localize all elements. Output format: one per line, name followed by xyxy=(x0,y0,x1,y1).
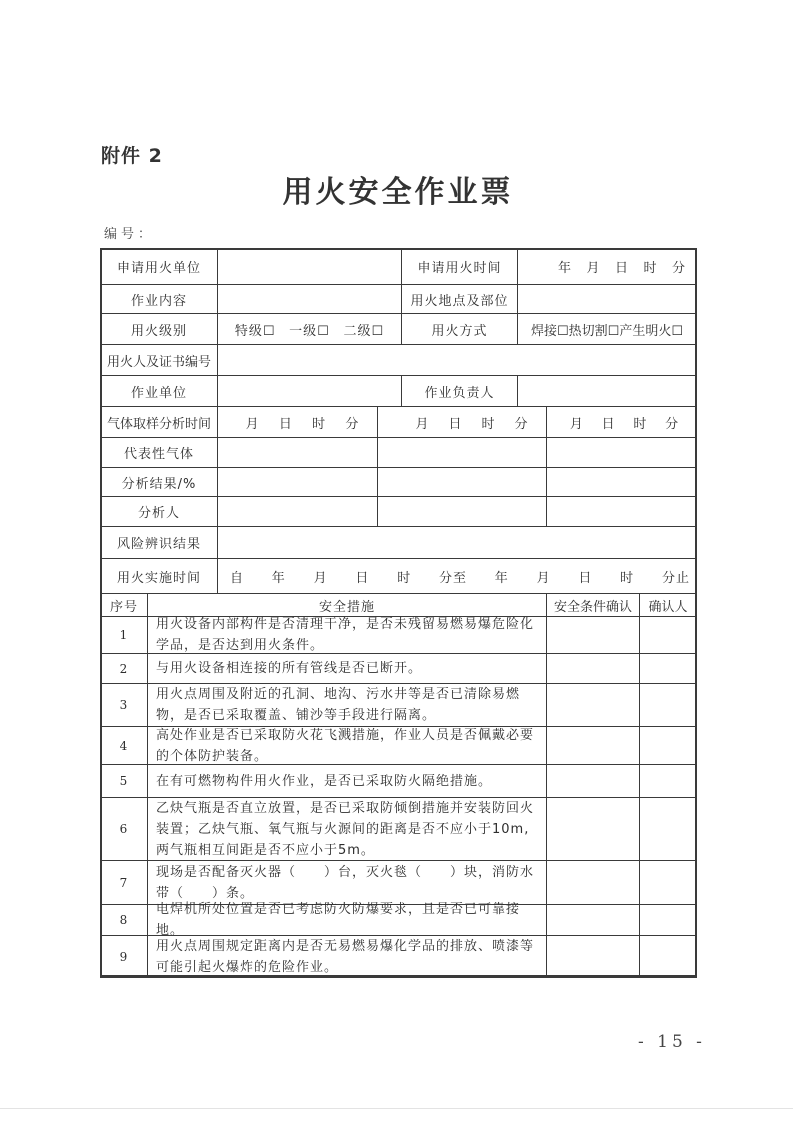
measure-confirmer-field[interactable] xyxy=(639,653,697,684)
confirmer-header: 确认人 xyxy=(639,593,697,617)
page-bottom-edge xyxy=(0,1108,793,1109)
measure-confirmer-field[interactable] xyxy=(639,797,697,861)
fire-level-options xyxy=(217,313,402,345)
unit-minute-to: 分至 xyxy=(438,570,467,586)
work-unit-label: 作业单位 xyxy=(100,375,218,407)
unit-hour: 时 xyxy=(481,416,496,432)
measure-seq: 2 xyxy=(100,653,148,684)
unit-year: 年 xyxy=(494,570,509,586)
measure-confirmer-field[interactable] xyxy=(639,764,697,798)
seq-header: 序号 xyxy=(100,593,148,617)
location-label: 用火地点及部位 xyxy=(401,284,518,314)
fire-level-label: 用火级别 xyxy=(100,313,218,345)
fire-method-options xyxy=(517,313,697,345)
method-welding-checkbox[interactable]: 焊接☐ xyxy=(531,323,569,339)
attachment-label: 附件 2 xyxy=(101,145,163,167)
unit-month: 月 xyxy=(536,570,551,586)
level-special-checkbox[interactable]: 特级☐ xyxy=(234,323,276,339)
confirm-header: 安全条件确认 xyxy=(546,593,640,617)
measure-confirm-field[interactable] xyxy=(546,726,640,765)
measure-seq: 1 xyxy=(100,616,148,654)
rep-gas-field-1[interactable] xyxy=(217,437,378,468)
unit-month: 月 xyxy=(245,416,260,432)
rep-gas-field-2[interactable] xyxy=(377,437,547,468)
analyst-field-3[interactable] xyxy=(546,496,697,527)
person-cert-label: 用火人及证书编号 xyxy=(100,344,218,376)
measure-confirmer-field[interactable] xyxy=(639,904,697,936)
measure-text: 在有可燃物构件用火作业，是否已采取防火隔绝措施。 xyxy=(147,764,547,798)
measure-seq: 4 xyxy=(100,726,148,765)
unit-minute: 分 xyxy=(665,416,680,432)
measure-confirm-field[interactable] xyxy=(546,764,640,798)
measure-confirmer-field[interactable] xyxy=(639,683,697,727)
apply-time-units xyxy=(518,257,696,276)
measure-confirmer-field[interactable] xyxy=(639,860,697,905)
unit-hour: 时 xyxy=(643,261,658,276)
unit-from: 自 xyxy=(230,570,245,586)
unit-day: 日 xyxy=(355,570,370,586)
unit-minute: 分 xyxy=(345,416,360,432)
document-title: 用火安全作业票 xyxy=(282,175,514,210)
measure-confirm-field[interactable] xyxy=(546,797,640,861)
work-leader-label: 作业负责人 xyxy=(401,375,518,407)
measure-text: 乙炔气瓶是否直立放置，是否已采取防倾倒措施并安装防回火装置；乙炔气瓶、氧气瓶与火源间的距离是否不应小于10m,两气瓶相互间距是否不应小于5m。 xyxy=(147,797,547,861)
unit-month: 月 xyxy=(569,416,584,432)
analysis-result-label: 分析结果/% xyxy=(100,467,218,497)
gas-time-field-1[interactable] xyxy=(217,406,378,438)
unit-day: 日 xyxy=(601,416,616,432)
work-leader-field[interactable] xyxy=(517,375,697,407)
measure-text: 电焊机所处位置是否已考虑防火防爆要求，且是否已可靠接地。 xyxy=(147,904,547,936)
location-field[interactable] xyxy=(517,284,697,314)
measure-seq: 9 xyxy=(100,935,148,978)
unit-minute-end: 分止 xyxy=(661,570,690,586)
measure-confirm-field[interactable] xyxy=(546,860,640,905)
risk-label: 风险辨识结果 xyxy=(100,526,218,559)
unit-minute: 分 xyxy=(514,416,529,432)
unit-year: 年 xyxy=(558,261,573,276)
measure-text: 高处作业是否已采取防火花飞溅措施，作业人员是否佩戴必要的个体防护装备。 xyxy=(147,726,547,765)
measure-confirm-field[interactable] xyxy=(546,904,640,936)
measure-seq: 6 xyxy=(100,797,148,861)
analysis-result-field-1[interactable] xyxy=(217,467,378,497)
level-first-checkbox[interactable]: 一级☐ xyxy=(289,323,330,339)
measure-text: 用火点周围及附近的孔洞、地沟、污水井等是否已清除易燃物，是否已采取覆盖、铺沙等手段进行隔离。 xyxy=(147,683,547,727)
unit-day: 日 xyxy=(578,570,593,586)
gas-time-field-2[interactable] xyxy=(377,406,547,438)
unit-hour: 时 xyxy=(633,416,648,432)
work-content-label: 作业内容 xyxy=(100,284,218,314)
risk-field[interactable] xyxy=(217,526,697,559)
serial-number-label: 编号： xyxy=(104,227,156,242)
measure-seq: 7 xyxy=(100,860,148,905)
measure-confirm-field[interactable] xyxy=(546,616,640,654)
measure-seq: 3 xyxy=(100,683,148,727)
unit-hour: 时 xyxy=(312,416,327,432)
analyst-field-1[interactable] xyxy=(217,496,378,527)
impl-time-field[interactable] xyxy=(217,558,697,594)
unit-day: 日 xyxy=(614,261,629,276)
fire-method-label: 用火方式 xyxy=(401,313,518,345)
measure-header: 安全措施 xyxy=(147,593,547,617)
measure-confirmer-field[interactable] xyxy=(639,726,697,765)
level-second-checkbox[interactable]: 二级☐ xyxy=(343,323,385,339)
measure-text: 与用火设备相连接的所有管线是否已断开。 xyxy=(147,653,547,684)
analysis-result-field-2[interactable] xyxy=(377,467,547,497)
measure-seq: 5 xyxy=(100,764,148,798)
unit-minute: 分 xyxy=(671,261,686,276)
unit-month: 月 xyxy=(415,416,430,432)
apply-time-field[interactable] xyxy=(517,248,697,285)
gas-time-field-3[interactable] xyxy=(546,406,697,438)
measure-confirm-field[interactable] xyxy=(546,683,640,727)
unit-month: 月 xyxy=(586,261,601,276)
method-open-flame-checkbox[interactable]: 产生明火☐ xyxy=(619,323,683,339)
measure-text: 现场是否配备灭火器（ ）台，灭火毯（ ）块，消防水带（ ）条。 xyxy=(147,860,547,905)
measure-confirmer-field[interactable] xyxy=(639,935,697,978)
gas-time-label: 气体取样分析时间 xyxy=(100,406,218,438)
page-number: - 15 - xyxy=(638,1032,706,1052)
apply-unit-label: 申请用火单位 xyxy=(100,248,218,285)
impl-time-label: 用火实施时间 xyxy=(100,558,218,594)
apply-unit-field[interactable] xyxy=(217,248,402,285)
analyst-label: 分析人 xyxy=(100,496,218,527)
method-hot-cutting-checkbox[interactable]: 热切割☐ xyxy=(568,323,620,339)
unit-year: 年 xyxy=(271,570,286,586)
apply-time-label: 申请用火时间 xyxy=(401,248,518,285)
rep-gas-field-3[interactable] xyxy=(546,437,697,468)
analyst-field-2[interactable] xyxy=(377,496,547,527)
unit-day: 日 xyxy=(278,416,293,432)
analysis-result-field-3[interactable] xyxy=(546,467,697,497)
measure-confirmer-field[interactable] xyxy=(639,616,697,654)
person-cert-field[interactable] xyxy=(217,344,697,376)
rep-gas-label: 代表性气体 xyxy=(100,437,218,468)
unit-hour: 时 xyxy=(620,570,635,586)
measure-seq: 8 xyxy=(100,904,148,936)
measure-confirm-field[interactable] xyxy=(546,935,640,978)
unit-month: 月 xyxy=(313,570,328,586)
unit-day: 日 xyxy=(448,416,463,432)
measure-confirm-field[interactable] xyxy=(546,653,640,684)
measure-text: 用火点周围规定距离内是否无易燃易爆化学品的排放、喷漆等可能引起火爆炸的危险作业。 xyxy=(147,935,547,978)
work-content-field[interactable] xyxy=(217,284,402,314)
unit-hour: 时 xyxy=(397,570,412,586)
measure-text: 用火设备内部构件是否清理干净，是否未残留易燃易爆危险化学品，是否达到用火条件。 xyxy=(147,616,547,654)
work-unit-field[interactable] xyxy=(217,375,402,407)
